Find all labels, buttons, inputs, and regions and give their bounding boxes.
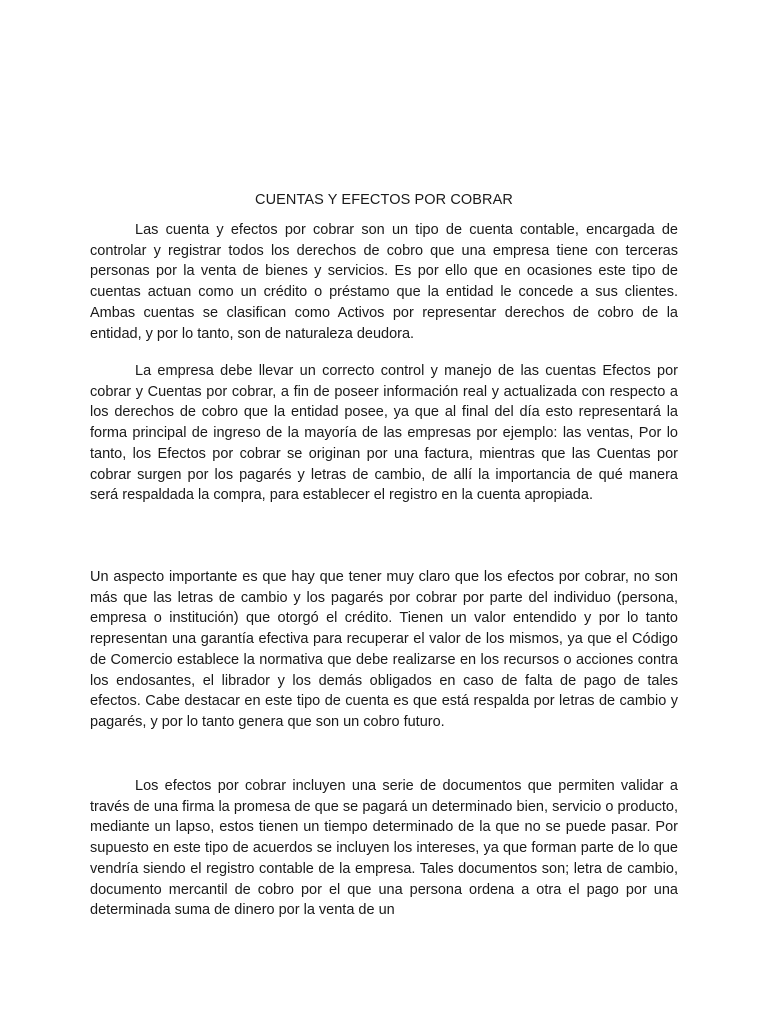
document-title: CUENTAS Y EFECTOS POR COBRAR bbox=[255, 192, 513, 208]
paragraph-2: La empresa debe llevar un correcto control y manejo de las cuentas Efectos por cobrar y Cuentas por cobrar, a fin de poseer información real y actualizada con respecto a los derechos de cobro que la entidad posee, ya que al final del día esto representará la forma principal de ingreso de la mayoría de las empresas por ejemplo: las ventas, Por lo tanto, los Efectos por cobrar se originan por una factura, mientras que las Cuentas por cobrar surgen por los pagarés y letras de cambio, de allí la importancia de qué manera será respaldada la compra, para establecer el registro en la cuenta apropiada. bbox=[90, 363, 678, 504]
paragraph-3: Un aspecto importante es que hay que tener muy claro que los efectos por cobrar, no son más que las letras de cambio y los pagarés por cobrar por parte del individuo (persona, empresa o institución) que otorgó el crédito. Tienen un valor entendido y por lo tanto representan una garantía efectiva para recuperar el valor de los mismos, ya que el Código de Comercio establece la normativa que debe realizarse en los recursos o acciones contra los endosantes, el librador y los demás obligados en caso de falta de pago de tales efectos. Cabe destacar en este tipo de cuenta es que está respalda por letras de cambio y pagarés, y por lo tanto genera que son un cobro futuro. bbox=[90, 569, 678, 730]
paragraph-4: Los efectos por cobrar incluyen una serie de documentos que permiten validar a través de una firma la promesa de que se pagará un determinado bien, servicio o producto, mediante un lapso, estos tienen un tiempo determinado de la que no se puede pasar. Por supuesto en este tipo de acuerdos se incluyen los intereses, ya que forman parte de lo que vendría siendo el registro contable de la empresa. Tales documentos son; letra de cambio, documento mercantil de cobro por el que una persona ordena a otra el pago por una determinada suma de dinero por la venta de un bbox=[90, 778, 678, 919]
paragraph-1: Las cuenta y efectos por cobrar son un tipo de cuenta contable, encargada de controlar y registrar todos los derechos de cobro que una empresa tiene con terceras personas por la venta de bienes y servicios. Es por ello que en ocasiones este tipo de cuentas actuan como un crédito o préstamo que la entidad le concede a sus clientes. Ambas cuentas se clasifican como Activos por representar derechos de cobro de la entidad, y por lo tanto, son de naturaleza deudora. bbox=[90, 222, 678, 342]
